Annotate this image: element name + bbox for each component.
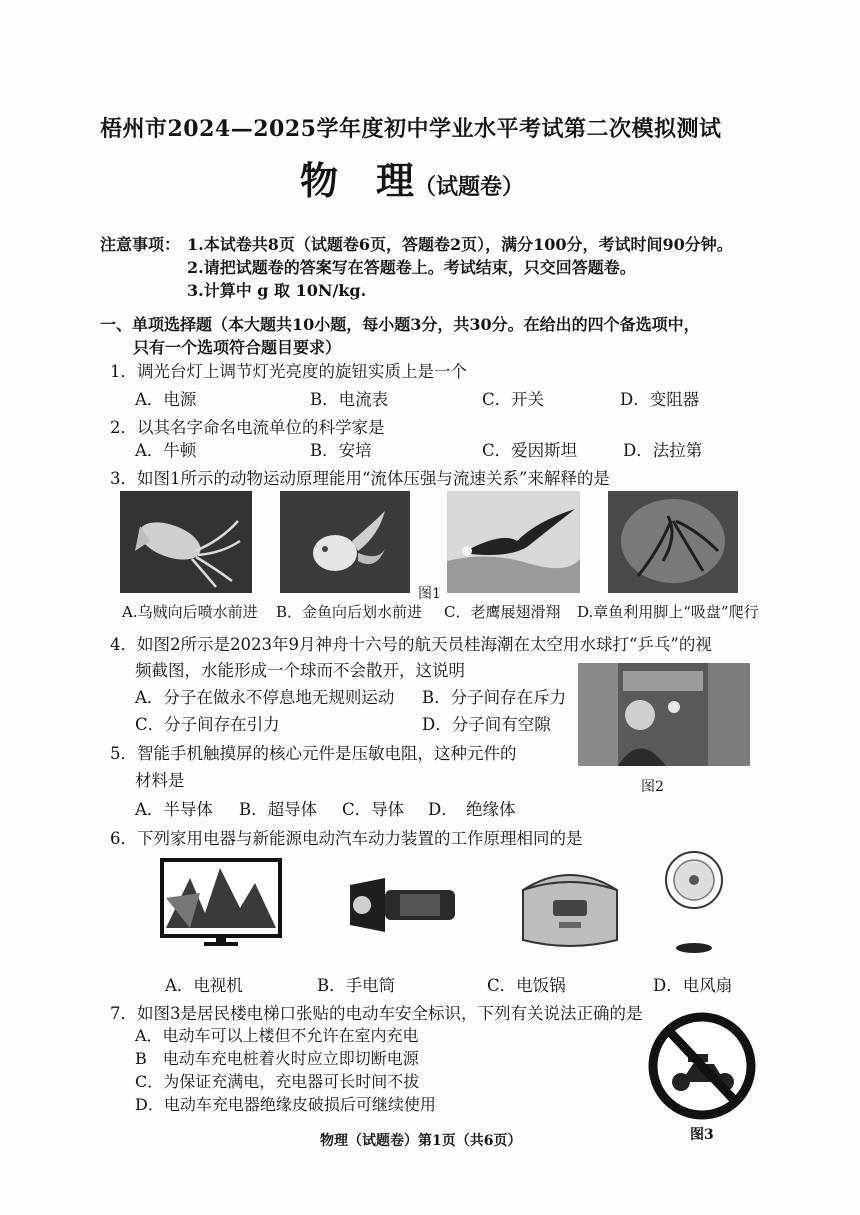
subject-name: 物 理	[300, 158, 415, 203]
q4-option-a: A．分子在做永不停息地无规则运动	[135, 688, 395, 707]
q7-option-d: D．电动车充电器绝缘皮破损后可继续使用	[135, 1095, 436, 1114]
exam-title: 梧州市2024—2025学年度初中学业水平考试第二次模拟测试	[100, 116, 722, 142]
page-footer: 物理（试题卷）第1页（共6页）	[320, 1133, 522, 1149]
q7-option-c: C．为保证充满电，充电器可长时间不拔	[135, 1072, 420, 1091]
subject-title	[300, 150, 524, 205]
notice-item-1: 1.本试卷共8页（试题卷6页，答题卷2页），满分100分，考试时间90分钟。	[187, 235, 733, 254]
q1-option-d: D．变阻器	[620, 390, 700, 409]
figure-3-label: 图3	[690, 1127, 714, 1143]
q7-option-b: B 电动车充电桩着火时应立即切断电源	[135, 1049, 419, 1068]
q1-option-b: B．电流表	[310, 390, 389, 409]
q4-option-d: D．分子间有空隙	[422, 715, 551, 734]
q6-caption-c: C．电饭锅	[487, 976, 566, 995]
squid-photo	[120, 491, 252, 593]
q5-option-c: C．导体	[342, 800, 405, 819]
q2-option-b: B．安培	[310, 441, 372, 460]
q2-option-d: D．法拉第	[623, 441, 703, 460]
section-heading-line2: 只有一个选项符合题目要求）	[133, 338, 342, 357]
q6-caption-d: D．电风扇	[653, 976, 733, 995]
q7-stem: 7．如图3是居民楼电梯口张贴的电动车安全标识，下列有关说法正确的是	[110, 1004, 643, 1023]
eagle-photo	[447, 491, 580, 593]
q1-option-a: A．电源	[135, 390, 197, 409]
q4-option-c: C．分子间存在引力	[135, 715, 280, 734]
q3-stem: 3．如图1所示的动物运动原理能用“流体压强与流速关系”来解释的是	[110, 469, 610, 488]
q1-stem: 1．调光台灯上调节灯光亮度的旋钮实质上是一个	[110, 362, 467, 381]
television-image	[160, 858, 282, 950]
q6-stem: 6．下列家用电器与新能源电动汽车动力装置的工作原理相同的是	[110, 829, 583, 848]
q7-option-a: A．电动车可以上楼但不允许在室内充电	[135, 1026, 419, 1045]
goldfish-photo	[280, 491, 410, 593]
q2-option-a: A．牛顿	[135, 441, 197, 460]
rice-cooker-image	[515, 860, 625, 952]
octopus-photo	[608, 491, 738, 593]
q3-caption-b: B．金鱼向后划水前进	[276, 603, 423, 621]
notice-label: 注意事项：	[100, 235, 181, 254]
q6-caption-a: A．电视机	[165, 976, 243, 995]
q4-option-b: B．分子间存在斥力	[422, 688, 567, 707]
q4-stem: 4．如图2所示是2023年9月神舟十六号的航天员桂海潮在太空用水球打“乒乓”的视	[110, 635, 712, 654]
q4-stem-line2: 频截图，水能形成一个球而不会散开，这说明	[135, 661, 465, 680]
notice-item-3: 3.计算中 g 取 10N/kg.	[187, 281, 367, 300]
notice-item-2: 2.请把试题卷的答案写在答题卷上。考试结束，只交回答题卷。	[187, 258, 636, 277]
figure-2-label: 图2	[641, 779, 664, 795]
q1-option-c: C．开关	[482, 390, 545, 409]
flashlight-image	[340, 870, 462, 942]
astronaut-photo	[578, 663, 750, 766]
q3-caption-a: A.乌贼向后喷水前进	[122, 603, 258, 621]
q2-stem: 2．以其名字命名电流单位的科学家是	[110, 418, 385, 437]
figure-1-label: 图1	[418, 586, 441, 602]
no-ebike-sign-icon	[648, 1012, 756, 1120]
q2-option-c: C．爱因斯坦	[482, 441, 578, 460]
subject-subtitle: （试题卷）	[414, 174, 525, 200]
q6-caption-b: B．手电筒	[317, 976, 396, 995]
q5-option-d: D． 绝缘体	[428, 800, 516, 819]
q3-caption-d: D.章鱼利用脚上“吸盘”爬行	[577, 603, 759, 621]
q5-stem: 5．智能手机触摸屏的核心元件是压敏电阻，这种元件的	[110, 744, 517, 763]
q5-stem-line2: 材料是	[135, 771, 185, 790]
electric-fan-image	[663, 850, 725, 955]
q5-option-b: B．超导体	[239, 800, 318, 819]
q5-option-a: A．半导体	[135, 800, 213, 819]
section-heading: 一、单项选择题（本大题共10小题，每小题3分，共30分。在给出的四个备选项中，	[100, 315, 700, 334]
q3-caption-c: C．老鹰展翅滑翔	[444, 603, 561, 621]
